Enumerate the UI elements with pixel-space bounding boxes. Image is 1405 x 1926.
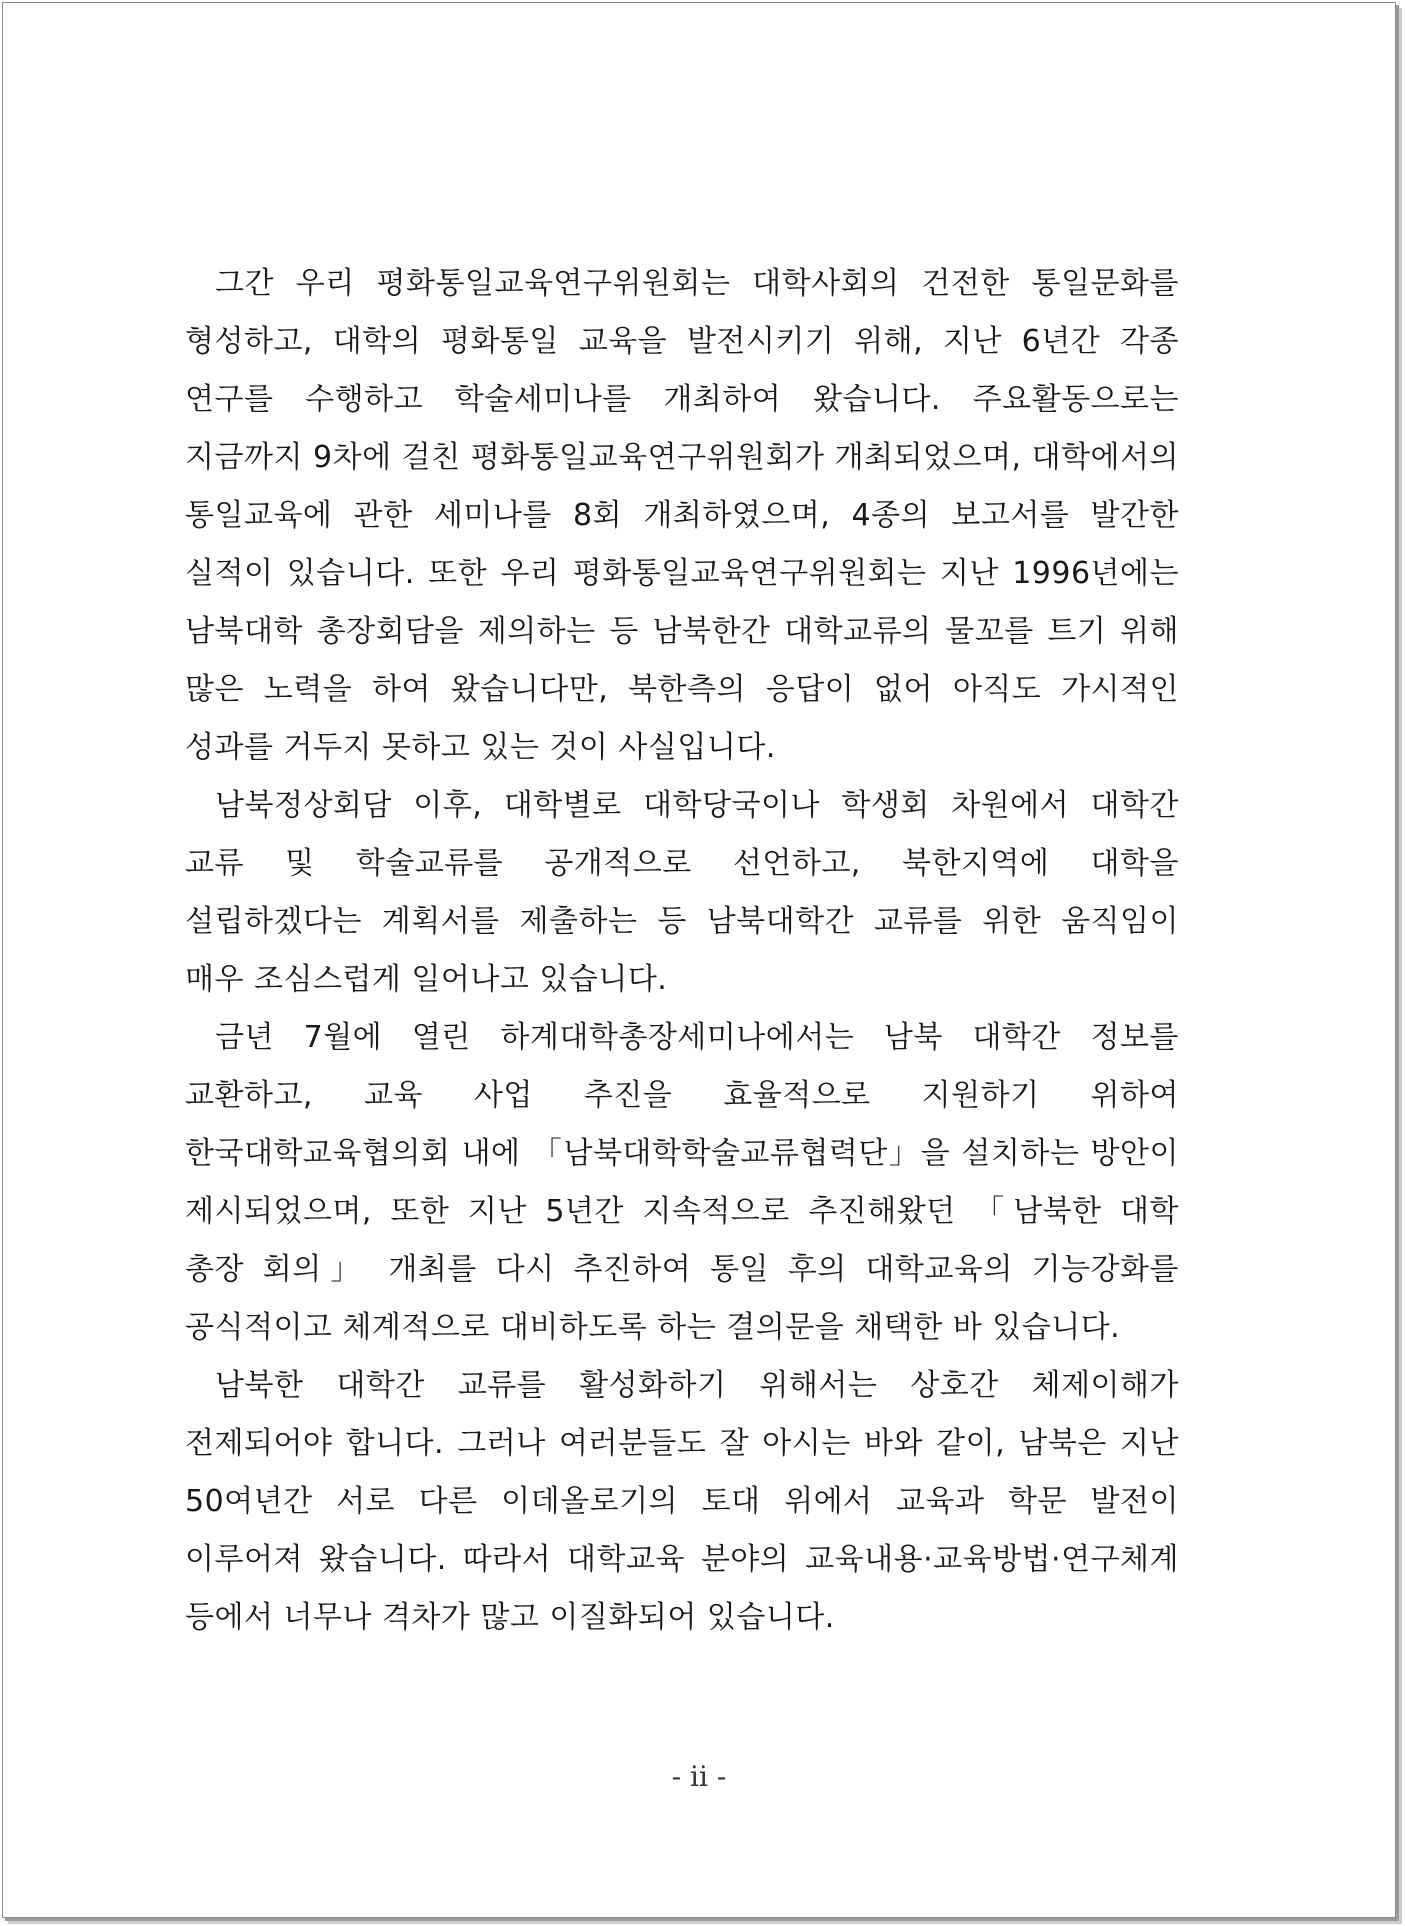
body-text	[185, 255, 1179, 1647]
document-page	[2, 2, 1396, 1918]
page-number: - ii -	[671, 1760, 727, 1793]
paragraph-1: 그간 우리 평화통일교육연구위원회는 대학사회의 건전한 통일문화를 형성하고, 대학의 평화통일 교육을 발전시키기 위해, 지난 6년간 각종 연구를 수행하고 학술세미나를 개최하여 왔습니다. 주요활동으로는 지금까지 9차에 걸친 평화통일교육연구위원회가 개최되었으며, 대학에서의 통일교육에 관한 세미나를 8회 개최하였으며, 4종의 보고서를 발간한 실적이 있습니다. 또한 우리 평화통일교육연구위원회는 지난 1996년에는 남북대학 총장회담을 제의하는 등 남북한간 대학교류의 물꼬를 트기 위해 많은 노력을 하여 왔습니다만, 북한측의 응답이 없어 아직도 가시적인 성과를 거두지 못하고 있는 것이 사실입니다.	[185, 266, 1179, 765]
paragraph-2: 남북정상회담 이후, 대학별로 대학당국이나 학생회 차원에서 대학간 교류 및 학술교류를 공개적으로 선언하고, 북한지역에 대학을 설립하겠다는 계획서를 제출하는 등 남북대학간 교류를 위한 움직임이 매우 조심스럽게 일어나고 있습니다.	[185, 788, 1179, 997]
paragraph-3: 금년 7월에 열린 하계대학총장세미나에서는 남북 대학간 정보를 교환하고, 교육 사업 추진을 효율적으로 지원하기 위하여 한국대학교육협의회 내에 「남북대학학술교류협력단」을 설치하는 방안이 제시되었으며, 또한 지난 5년간 지속적으로 추진해왔던 「남북한 대학 총장 회의」 개최를 다시 추진하여 통일 후의 대학교육의 기능강화를 공식적이고 체계적으로 대비하도록 하는 결의문을 채택한 바 있습니다.	[185, 1020, 1179, 1345]
paragraph-4: 남북한 대학간 교류를 활성화하기 위해서는 상호간 체제이해가 전제되어야 합니다. 그러나 여러분들도 잘 아시는 바와 같이, 남북은 지난 50여년간 서로 다른 이데올로기의 토대 위에서 교육과 학문 발전이 이루어져 왔습니다. 따라서 대학교육 분야의 교육내용·교육방법·연구체계 등에서 너무나 격차가 많고 이질화되어 있습니다.	[185, 1368, 1179, 1635]
